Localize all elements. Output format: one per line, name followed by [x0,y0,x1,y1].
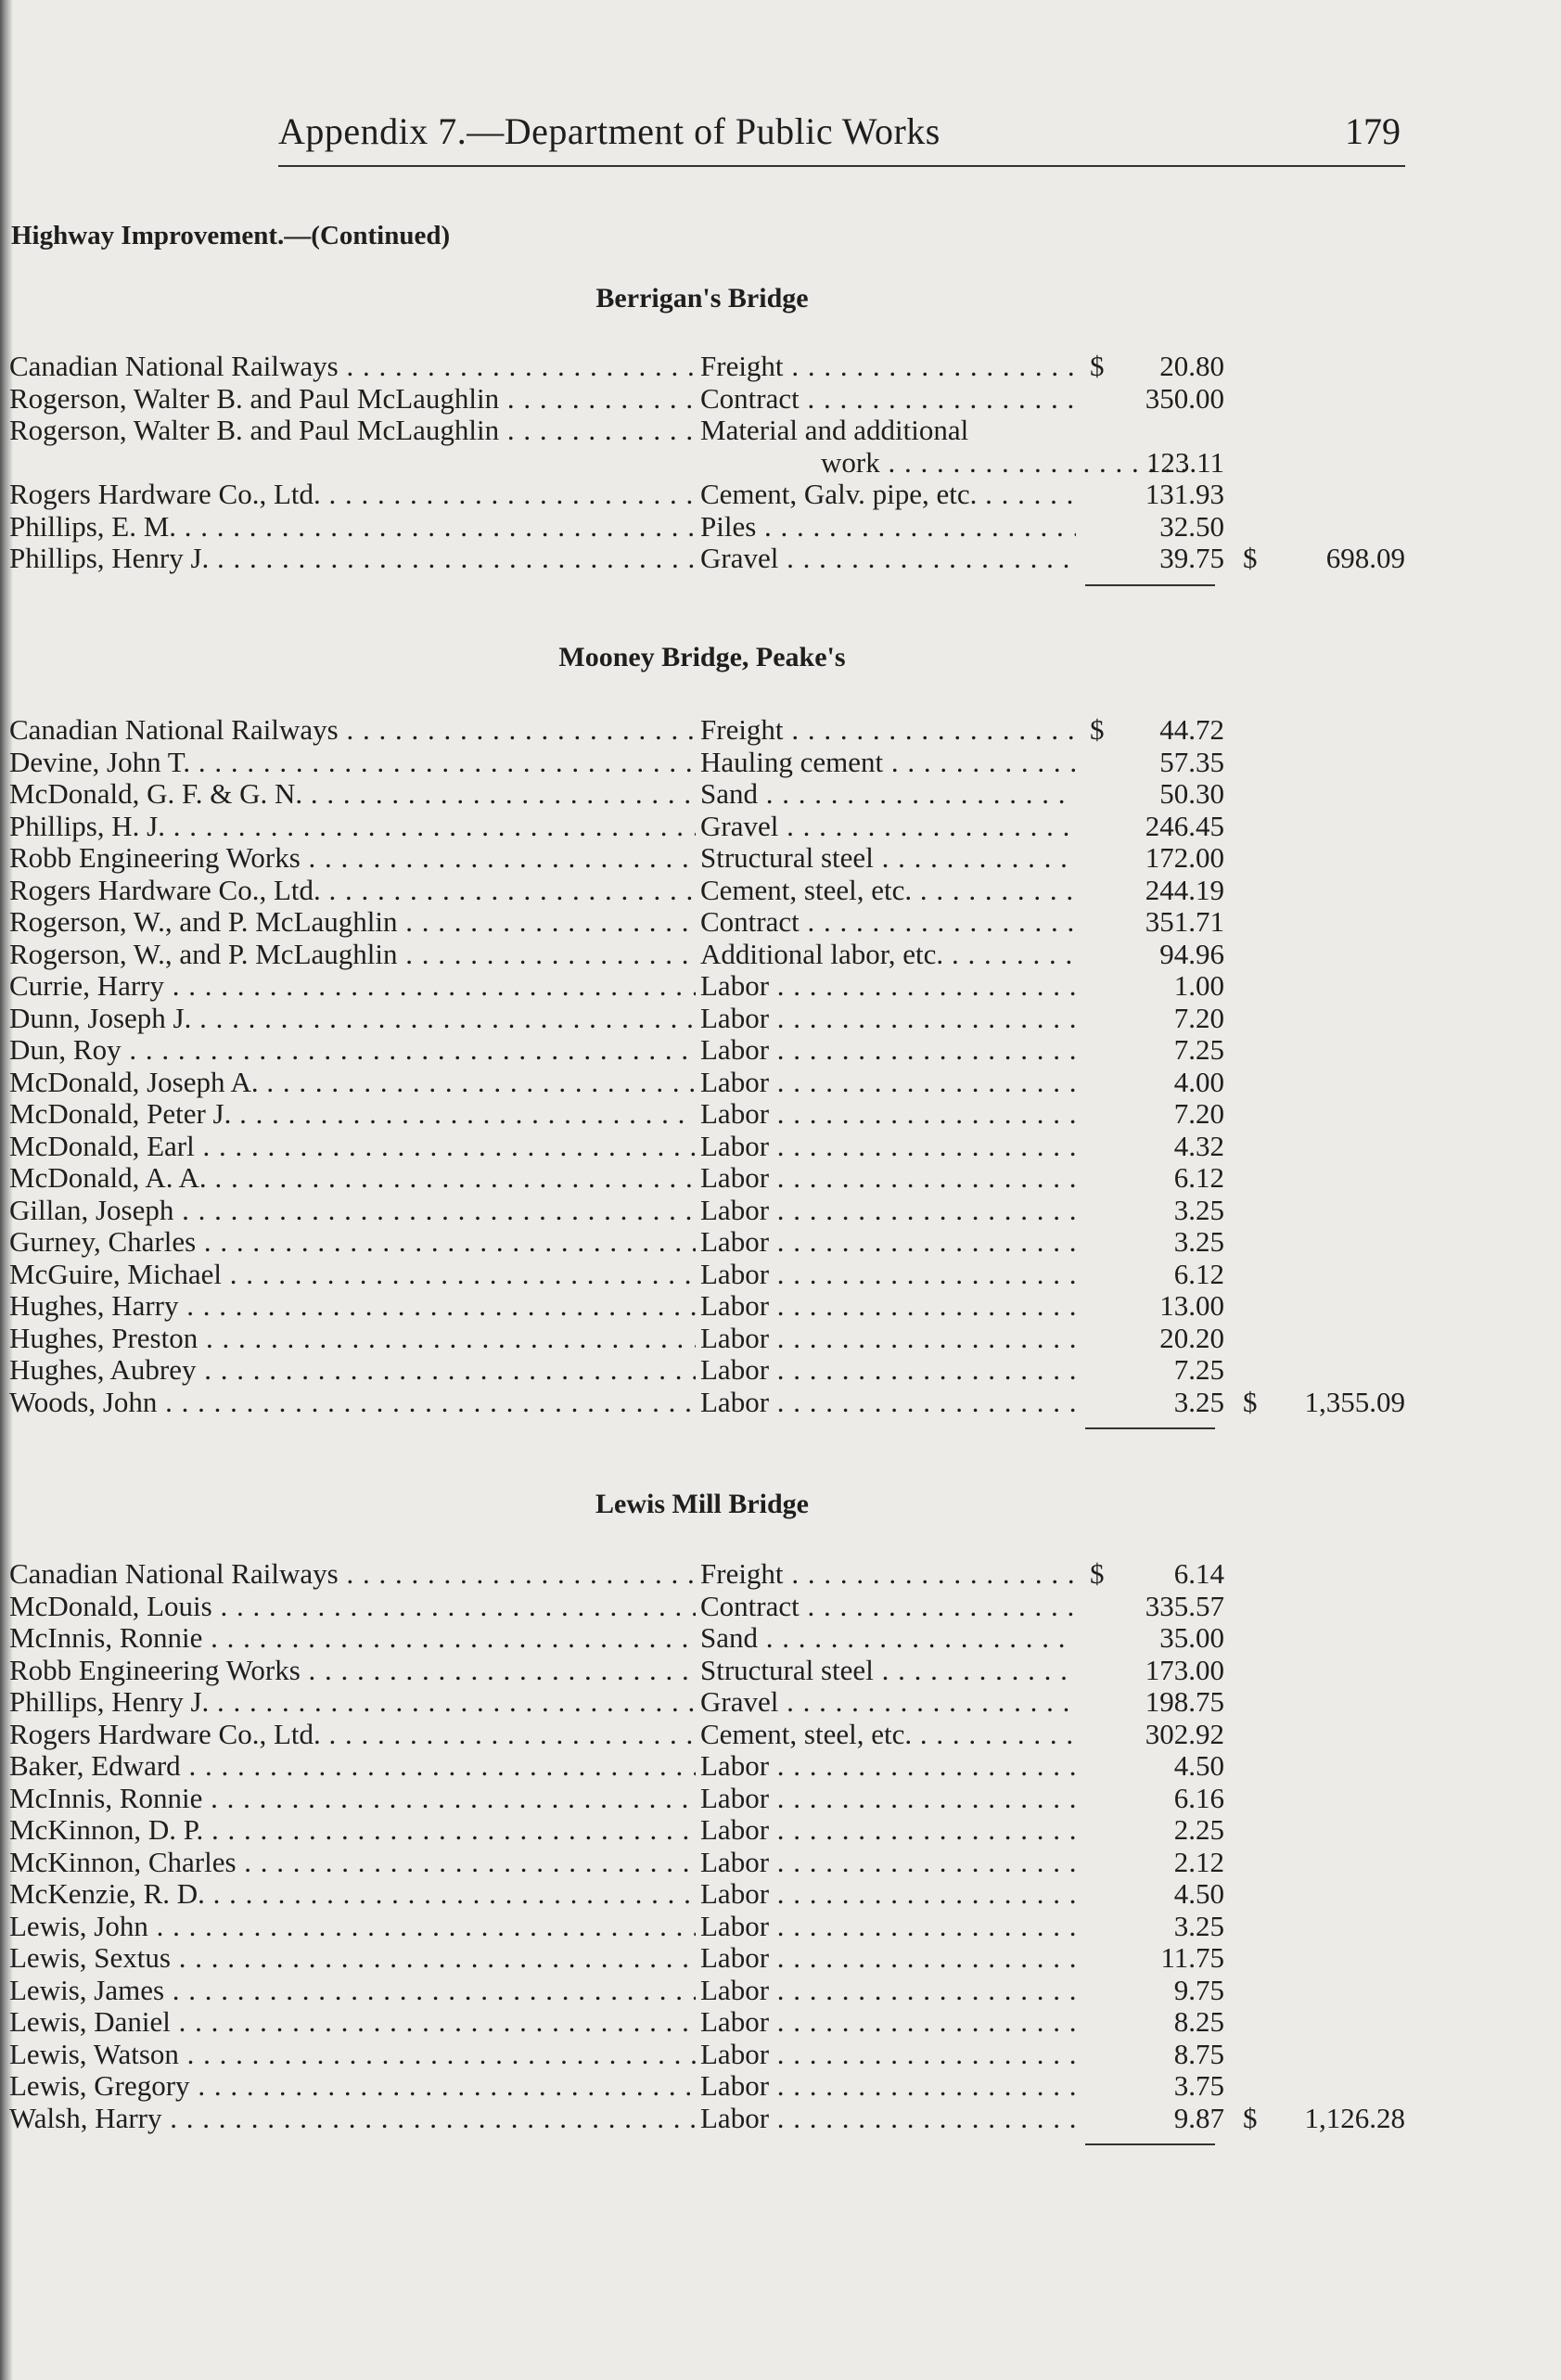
payee-name: Rogerson, W., and P. McLaughlin . . . [9,906,696,939]
ledger-row [9,1750,1401,1783]
payee-name: Currie, Harry . . . [9,970,696,1003]
ledger-row [9,2070,1401,2103]
amount: 94.96 [1159,937,1224,970]
expense-item: Labor . . . [700,1750,1076,1783]
payee-name: Phillips, H. J. . . . [9,811,696,843]
payee-name: Canadian National Railways . . . [9,1558,696,1591]
ledger-row [9,1942,1401,1975]
payee-name: Phillips, Henry J. . . . [9,543,696,575]
payee-name: Gillan, Joseph . . . [9,1195,696,1227]
expense-item: Labor . . . [700,1387,1076,1419]
payee-name: Woods, John . . . [9,1387,696,1419]
ledger-row [9,1591,1401,1623]
amount: 7.25 [1173,1353,1224,1386]
expense-item: Structural steel . . . [700,842,1076,875]
payee-name: Lewis, Daniel . . . [9,2006,696,2039]
ledger-row [9,1783,1401,1815]
payee-name: McGuire, Michael . . . [9,1259,696,1291]
amount: 7.25 [1173,1033,1224,1066]
subtotal-rule [1085,584,1215,586]
payee-name: Robb Engineering Works . . . [9,842,696,875]
expense-item: Labor . . . [700,1354,1076,1387]
payee-name: McDonald, Peter J. . . . [9,1098,696,1131]
section-total: 1,126.28 [1304,2101,1405,2134]
amount: 3.25 [1173,1909,1224,1942]
payee-name: McDonald, Earl . . . [9,1131,696,1163]
ledger-row [9,939,1401,971]
page-number: 179 [1345,110,1401,152]
expense-item: Labor . . . [700,2006,1076,2039]
payee-name: Baker, Edward . . . [9,1750,696,1783]
amount: 20.20 [1159,1321,1224,1354]
expense-item: Labor . . . [700,1003,1076,1035]
expense-item: Sand . . . [700,778,1076,811]
ledger-row [9,447,1401,480]
expense-item: Contract . . . [700,1591,1076,1623]
ledger-row [9,714,1401,747]
payee-name: McDonald, A. A. . . . [9,1162,696,1195]
expense-item: Labor . . . [700,1034,1076,1067]
section-title: Berrigan's Bridge [595,283,809,313]
expense-item: Labor . . . [700,1067,1076,1099]
payee-name: Phillips, Henry J. . . . [9,1686,696,1719]
ledger-row [9,906,1401,939]
amount: 57.35 [1159,745,1224,778]
amount: 6.14 [1173,1557,1224,1590]
payee-name: Gurney, Charles . . . [9,1226,696,1259]
expense-item: Structural steel . . . [700,1655,1076,1687]
expense-item: Material and additional [700,415,969,446]
ledger-row [9,1003,1401,1035]
ledger-row [9,1226,1401,1259]
amount: 7.20 [1173,1097,1224,1130]
expense-item: Gravel . . . [700,1686,1076,1719]
expense-item: Freight . . . [700,351,1076,383]
amount: 6.16 [1173,1781,1224,1814]
ledger-row [9,1911,1401,1943]
expense-item: Labor . . . [700,1162,1076,1195]
amount: 244.19 [1145,873,1224,906]
expense-item: Labor . . . [700,1975,1076,2007]
expense-item: Labor . . . [700,970,1076,1003]
expense-item: Labor . . . [700,1259,1076,1291]
payee-name: Lewis, John . . . [9,1911,696,1943]
amount: 1.00 [1173,969,1224,1002]
amount: 9.75 [1173,1973,1224,2006]
amount: 172.00 [1145,841,1224,874]
expense-item: Contract . . . [700,906,1076,939]
expense-item: Cement, steel, etc. . . . [700,1719,1076,1751]
payee-name: Rogerson, Walter B. and Paul McLaughlin . . . [9,415,696,447]
ledger-row [9,1719,1401,1751]
amount: 9.87 [1173,2101,1224,2134]
payee-name: Lewis, Sextus . . . [9,1942,696,1975]
ledger-row [9,842,1401,875]
expense-item: Hauling cement . . . [700,747,1076,779]
continued-heading: Highway Improvement.—(Continued) [11,221,451,250]
payee-name: Rogerson, W., and P. McLaughlin . . . [9,939,696,971]
expense-item: Cement, Galv. pipe, etc. . . . [700,479,1076,511]
payee-name: McDonald, G. F. & G. N. . . . [9,778,696,811]
amount: 4.00 [1173,1065,1224,1098]
ledger-rows [9,1557,1405,2134]
section-title: Mooney Bridge, Peake's [558,642,846,672]
ledger-row [9,1323,1401,1355]
amount: 246.45 [1145,809,1224,842]
ledger-row [9,1195,1401,1227]
payee-name: McInnis, Ronnie . . . [9,1783,696,1815]
payee-name: Dun, Roy . . . [9,1034,696,1067]
payee-name: Robb Engineering Works . . . [9,1655,696,1687]
amount: 11.75 [1160,1941,1224,1974]
ledger-row [9,1814,1401,1847]
subtotal-rule [1085,1427,1215,1429]
expense-item: Labor . . . [700,1783,1076,1815]
ledger-row [9,1259,1401,1291]
payee-name: Rogers Hardware Co., Ltd. . . . [9,875,696,907]
amount: 302.92 [1145,1717,1224,1750]
amount: 4.50 [1173,1749,1224,1782]
ledger-row [9,1878,1401,1911]
payee-name: McKenzie, R. D. . . . [9,1878,696,1911]
amount: 2.12 [1173,1845,1224,1878]
amount: 44.72 [1159,713,1224,746]
ledger-row [9,1847,1401,1879]
ledger-row [9,1622,1401,1655]
amount: 131.93 [1145,478,1224,510]
expense-item: Sand . . . [700,1622,1076,1655]
amount: 350.00 [1145,381,1224,415]
payee-name: Canadian National Railways . . . [9,714,696,747]
ledger-rows [9,350,1405,575]
ledger-row [9,1385,1405,1419]
amount: 20.80 [1159,350,1224,382]
total-dollar-sign: $ [1243,2101,1258,2134]
ledger-row [9,1655,1401,1687]
expense-item: Labor . . . [700,2039,1076,2071]
payee-name: Lewis, James . . . [9,1975,696,2007]
payee-name: McDonald, Louis . . . [9,1591,696,1623]
amount: 4.50 [1173,1877,1224,1910]
ledger-row [9,542,1405,575]
ledger-row [9,1034,1401,1067]
amount: 6.12 [1173,1257,1224,1290]
dollar-sign: $ [1090,350,1105,382]
ledger-row [9,1558,1401,1591]
expense-item: Labor . . . [700,1942,1076,1975]
ledger-row [9,2101,1405,2135]
payee-name: Lewis, Watson . . . [9,2039,696,2071]
expense-item: Freight . . . [700,1558,1076,1591]
amount: 2.25 [1173,1813,1224,1846]
ledger-row [9,2039,1401,2071]
amount: 50.30 [1159,777,1224,810]
amount: 8.25 [1173,2005,1224,2038]
payee-name: McKinnon, Charles . . . [9,1847,696,1879]
expense-item: Labor . . . [700,1323,1076,1355]
ledger-row [9,811,1401,843]
payee-name: McInnis, Ronnie . . . [9,1622,696,1655]
ledger-row [9,2006,1401,2039]
dollar-sign: $ [1090,713,1105,746]
expense-item: Labor . . . [700,1098,1076,1131]
expense-item: Labor . . . [700,1195,1076,1227]
ledger-row [9,479,1401,511]
amount: 123.11 [1145,445,1224,479]
amount: 35.00 [1159,1621,1224,1654]
expense-item: Gravel . . . [700,811,1076,843]
amount: 6.12 [1173,1161,1224,1194]
page-header [278,109,1405,167]
ledger-row [9,747,1401,779]
payee-name: Hughes, Preston . . . [9,1323,696,1355]
expense-item: Labor . . . [700,1878,1076,1911]
amount: 7.20 [1173,1001,1224,1034]
total-dollar-sign: $ [1243,542,1258,574]
section-total: 698.09 [1325,542,1405,574]
ledger-row [9,1975,1401,2007]
header-title: Appendix 7.—Department of Public Works [278,110,940,152]
expense-item: Labor . . . [700,1226,1076,1259]
expense-item: Cement, steel, etc. . . . [700,875,1076,907]
expense-item: Labor . . . [700,1911,1076,1943]
payee-name: Rogerson, Walter B. and Paul McLaughlin . . . [9,383,696,416]
ledger-row [9,1067,1401,1099]
expense-item: Labor . . . [700,2103,1076,2135]
expense-item: Labor . . . [700,2070,1076,2103]
amount: 335.57 [1145,1589,1224,1622]
amount: 13.00 [1159,1289,1224,1322]
ledger-row [9,970,1401,1003]
ledger-row [9,415,1401,447]
amount: 3.25 [1173,1385,1224,1418]
section-total: 1,355.09 [1304,1385,1405,1418]
ledger-row [9,875,1401,907]
ledger-row [9,1354,1401,1387]
amount: 32.50 [1159,509,1224,543]
amount: 3.25 [1173,1225,1224,1258]
amount: 8.75 [1173,2037,1224,2070]
payee-name: Hughes, Aubrey . . . [9,1354,696,1387]
ledger-row [9,1131,1401,1163]
amount: 173.00 [1145,1653,1224,1686]
ledger-row [9,383,1401,416]
amount: 351.71 [1145,905,1224,938]
expense-item: Labor . . . [700,1814,1076,1847]
expense-item: Labor . . . [700,1131,1076,1163]
payee-name: Devine, John T. . . . [9,747,696,779]
payee-name: Canadian National Railways . . . [9,351,696,383]
subtotal-rule [1085,2143,1215,2145]
ledger-row [9,1686,1401,1719]
amount: 4.32 [1173,1129,1224,1162]
amount: 3.25 [1173,1193,1224,1226]
ledger-row [9,1162,1401,1195]
expense-item: Contract . . . [700,383,1076,416]
ledger-row [9,1290,1401,1323]
ledger-row [9,511,1401,544]
ledger-row [9,778,1401,811]
amount: 3.75 [1173,2069,1224,2102]
payee-name: Walsh, Harry . . . [9,2103,696,2135]
total-dollar-sign: $ [1243,1385,1258,1418]
section-title: Lewis Mill Bridge [595,1489,809,1519]
payee-name: Rogers Hardware Co., Ltd. . . . [9,1719,696,1751]
expense-item: Freight . . . [700,714,1076,747]
expense-item: Labor . . . [700,1290,1076,1323]
payee-name: McKinnon, D. P. . . . [9,1814,696,1847]
dollar-sign: $ [1090,1557,1105,1590]
expense-item: work . . . [821,447,1196,480]
payee-name: Dunn, Joseph J. . . . [9,1003,696,1035]
payee-name: McDonald, Joseph A. . . . [9,1067,696,1099]
payee-name: Rogers Hardware Co., Ltd. . . . [9,479,696,511]
expense-item: Gravel . . . [700,543,1076,575]
payee-name: Lewis, Gregory . . . [9,2070,696,2103]
ledger-row [9,351,1401,383]
ledger-rows [9,713,1405,1418]
expense-item: Piles . . . [700,511,1076,544]
amount: 39.75 [1159,542,1224,574]
ledger-row [9,1098,1401,1131]
payee-name: Phillips, E. M. . . . [9,511,696,544]
amount: 198.75 [1145,1685,1224,1718]
expense-item: Additional labor, etc. . . . [700,939,1076,971]
payee-name: Hughes, Harry . . . [9,1290,696,1323]
expense-item: Labor . . . [700,1847,1076,1879]
